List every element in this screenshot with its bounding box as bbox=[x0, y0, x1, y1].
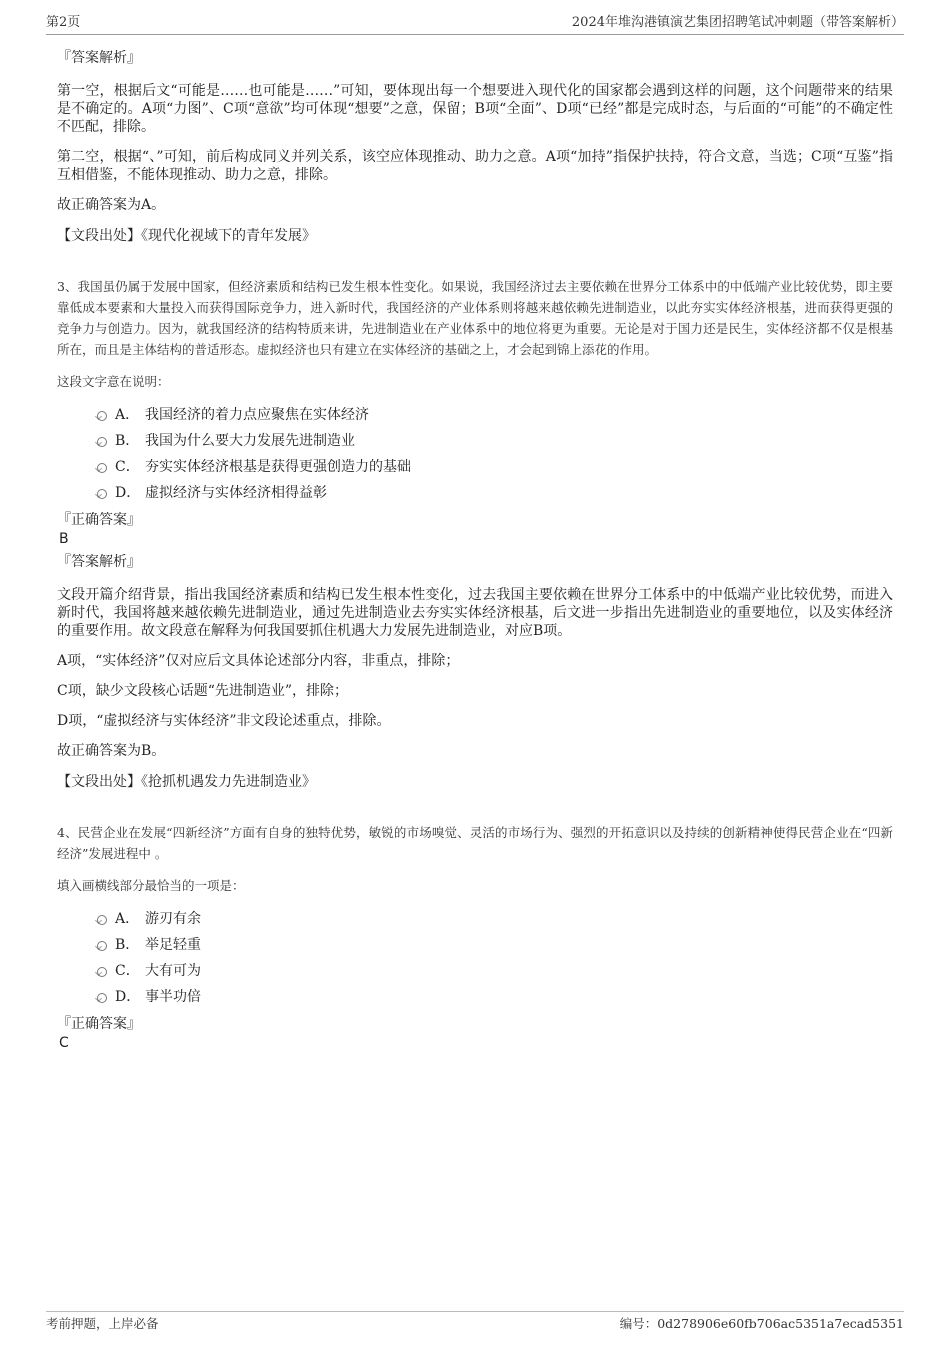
option-b[interactable] bbox=[97, 932, 893, 958]
analysis-label: 『答案解析』 bbox=[57, 554, 141, 570]
question-4 bbox=[57, 822, 893, 1052]
question-3 bbox=[57, 276, 893, 792]
question-prompt: 填入画横线部分最恰当的一项是： bbox=[57, 878, 245, 893]
options-list bbox=[57, 402, 893, 506]
option-text: 夯实实体经济根基是获得更强创造力的基础 bbox=[145, 459, 411, 475]
analysis-paragraph: 故正确答案为A。 bbox=[57, 197, 166, 213]
footer-slogan: 考前押题，上岸必备 bbox=[46, 1316, 159, 1331]
option-a[interactable] bbox=[97, 402, 893, 428]
radio-icon[interactable] bbox=[97, 967, 107, 977]
analysis-paragraph: A项，“实体经济”仅对应后文具体论述部分内容，非重点，排除； bbox=[57, 653, 460, 669]
option-letter: A． bbox=[115, 911, 140, 927]
option-letter: C． bbox=[115, 963, 140, 979]
page-content bbox=[57, 44, 893, 1056]
option-text: 虚拟经济与实体经济相得益彰 bbox=[145, 485, 327, 501]
document-title: 2024年堆沟港镇演艺集团招聘笔试冲刺题（带答案解析） bbox=[571, 15, 904, 30]
option-letter: C． bbox=[115, 459, 140, 475]
option-text: 我国经济的着力点应聚焦在实体经济 bbox=[145, 407, 369, 423]
question-prompt: 这段文字意在说明： bbox=[57, 374, 170, 389]
option-letter: B． bbox=[115, 937, 140, 953]
radio-icon[interactable] bbox=[97, 489, 107, 499]
page-header bbox=[46, 14, 904, 35]
document-code: 编号：0d278906e60fb706ac5351a7ecad5351 bbox=[619, 1316, 904, 1331]
option-d[interactable] bbox=[97, 984, 893, 1010]
source-citation: 【文段出处】《现代化视域下的青年发展》 bbox=[57, 228, 316, 244]
radio-icon[interactable] bbox=[97, 437, 107, 447]
analysis-paragraph: D项，“虚拟经济与实体经济”非文段论述重点，排除。 bbox=[57, 713, 391, 729]
source-citation: 【文段出处】《抢抓机遇发力先进制造业》 bbox=[57, 774, 316, 790]
analysis-paragraph: 故正确答案为B。 bbox=[57, 743, 166, 759]
page-footer bbox=[46, 1311, 904, 1334]
radio-icon[interactable] bbox=[97, 915, 107, 925]
radio-icon[interactable] bbox=[97, 411, 107, 421]
analysis-label: 『答案解析』 bbox=[57, 50, 141, 66]
options-list bbox=[57, 906, 893, 1010]
radio-icon[interactable] bbox=[97, 993, 107, 1003]
analysis-paragraph: C项，缺少文段核心话题“先进制造业”，排除； bbox=[57, 683, 349, 699]
option-text: 我国为什么要大力发展先进制造业 bbox=[145, 433, 355, 449]
option-letter: A． bbox=[115, 407, 140, 423]
option-letter: B． bbox=[115, 433, 140, 449]
option-b[interactable] bbox=[97, 428, 893, 454]
option-text: 事半功倍 bbox=[145, 989, 201, 1005]
option-c[interactable] bbox=[97, 958, 893, 984]
option-letter: D． bbox=[115, 989, 141, 1005]
analysis-paragraph: 第二空，根据“、”可知，前后构成同义并列关系，该空应体现推动、助力之意。A项“加持”指保护扶持，符合文意，当选；C项“互鉴”指互相借鉴，不能体现推动、助力之意，排除。 bbox=[57, 149, 893, 183]
option-c[interactable] bbox=[97, 454, 893, 480]
option-a[interactable] bbox=[97, 906, 893, 932]
analysis-paragraph: 第一空，根据后文“可能是……也可能是……”可知，要体现出每一个想要进入现代化的国家都会遇到这样的问题，这个问题带来的结果是不确定的。A项“力图”、C项“意欲”均可体现“想要”之意，保留；B项“全面”、D项“已经”都是完成时态，与后面的“可能”的不确定性不匹配，排除。 bbox=[57, 83, 893, 135]
option-text: 大有可为 bbox=[145, 963, 201, 979]
option-text: 游刃有余 bbox=[145, 911, 201, 927]
correct-answer-label: 『正确答案』 bbox=[57, 1016, 141, 1032]
correct-answer-value: C bbox=[59, 1035, 69, 1051]
option-text: 举足轻重 bbox=[145, 937, 201, 953]
page-number: 第2页 bbox=[46, 15, 81, 30]
question-text: 4、民营企业在发展“四新经济”方面有自身的独特优势，敏锐的市场嗅觉、灵活的市场行为、强烈的开拓意识以及持续的创新精神使得民营企业在“四新经济”发展进程中 。 bbox=[57, 825, 893, 861]
correct-answer-value: B bbox=[59, 531, 69, 547]
radio-icon[interactable] bbox=[97, 463, 107, 473]
analysis-paragraph: 文段开篇介绍背景，指出我国经济素质和结构已发生根本性变化，过去我国主要依赖在世界分工体系中的中低端产业比较优势，而进入新时代，我国将越来越依赖先进制造业，通过先进制造业去夯实实体经济根基，后文进一步指出先进制造业的重要地位，以及实体经济的重要作用。故文段意在解释为何我国要抓住机遇大力发展先进制造业，对应B项。 bbox=[57, 587, 893, 639]
option-d[interactable] bbox=[97, 480, 893, 506]
question-2-analysis bbox=[57, 48, 893, 246]
option-letter: D． bbox=[115, 485, 141, 501]
question-text: 3、我国虽仍属于发展中国家，但经济素质和结构已发生根本性变化。如果说，我国经济过去主要依赖在世界分工体系中的中低端产业比较优势，即主要靠低成本要素和大量投入而获得国际竞争力，进入新时代，我国经济的产业体系则将越来越依赖先进制造业，以此夯实实体经济根基，进而获得更强的竞争力与创造力。因为，就我国经济的结构特质来讲，先进制造业在产业体系中的地位将更为重要。无论是对于国力还是民生，实体经济都不仅是根基所在，而且是主体结构的普适形态。虚拟经济也只有建立在实体经济的基础之上，才会起到锦上添花的作用。 bbox=[57, 279, 893, 357]
correct-answer-label: 『正确答案』 bbox=[57, 512, 141, 528]
radio-icon[interactable] bbox=[97, 941, 107, 951]
